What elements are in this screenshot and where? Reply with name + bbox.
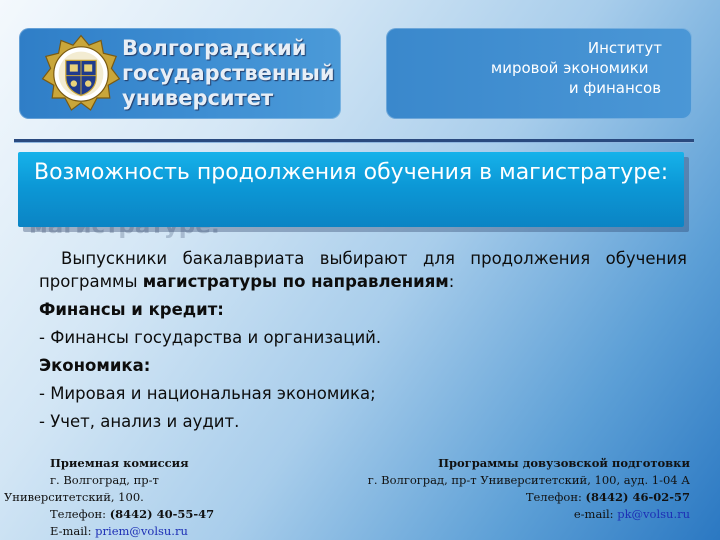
- economics-item: - Мировая и национальная экономика;: [39, 384, 376, 403]
- admissions-contact-block: [4, 455, 294, 540]
- finance-heading: Финансы и кредит:: [39, 300, 224, 319]
- admissions-email-link[interactable]: priem@volsu.ru: [95, 524, 188, 538]
- header-divider: [14, 139, 694, 142]
- slide-title: Возможность продолжения обучения в магистратуре:: [34, 160, 669, 185]
- preuniversity-email-row: [360, 506, 690, 523]
- preuniversity-title: Программы довузовской подготовки: [438, 456, 690, 470]
- finance-item: - Финансы государства и организаций.: [39, 328, 382, 347]
- preuniversity-email-label: e-mail:: [573, 507, 618, 521]
- admissions-address-line2: Университетский, 100.: [4, 490, 144, 504]
- institute-name-line3: и финансов: [568, 79, 662, 97]
- intro-bold-text: магистратуры по направлениям: [142, 272, 449, 291]
- institute-header-panel: [386, 28, 692, 119]
- preuniversity-phone-row: [360, 489, 690, 506]
- institute-name: [451, 38, 662, 98]
- intro-end-text: :: [448, 272, 455, 291]
- admissions-title: Приемная комиссия: [50, 456, 189, 470]
- economics-heading: Экономика:: [39, 356, 151, 375]
- admissions-phone-row: [4, 506, 294, 523]
- intro-paragraph: [39, 247, 687, 293]
- title-bar: [18, 152, 684, 227]
- admissions-phone: (8442) 40-55-47: [109, 507, 215, 521]
- university-name-line1: Волгоградский: [122, 36, 307, 60]
- admissions-email-row: [4, 523, 294, 540]
- slide-body: [39, 247, 687, 433]
- preuniversity-contact-block: [360, 455, 690, 523]
- preuniversity-address: г. Волгоград, пр-т Университетский, 100, ауд. 1-04 А: [367, 473, 690, 487]
- admissions-address-line1: г. Волгоград, пр-т: [50, 473, 159, 487]
- university-name-line3: университет: [122, 86, 274, 110]
- university-name-line2: государственный: [122, 61, 335, 85]
- admissions-email-label: E-mail:: [50, 524, 96, 538]
- university-name: [122, 36, 335, 111]
- preuniversity-phone-label: Телефон:: [525, 490, 586, 504]
- economics-item: - Учет, анализ и аудит.: [39, 412, 240, 431]
- university-header-panel: [19, 28, 341, 119]
- institute-name-line1: Институт: [587, 39, 662, 57]
- preuniversity-phone: (8442) 46-02-57: [585, 490, 690, 504]
- university-emblem-icon: [41, 34, 121, 114]
- preuniversity-email-link[interactable]: pk@volsu.ru: [617, 507, 690, 521]
- institute-name-line2: мировой экономики: [490, 59, 649, 77]
- admissions-phone-label: Телефон:: [50, 507, 110, 521]
- intro-text: Выпускники бакалавриата выбирают для продолжения обучения программы: [39, 249, 687, 291]
